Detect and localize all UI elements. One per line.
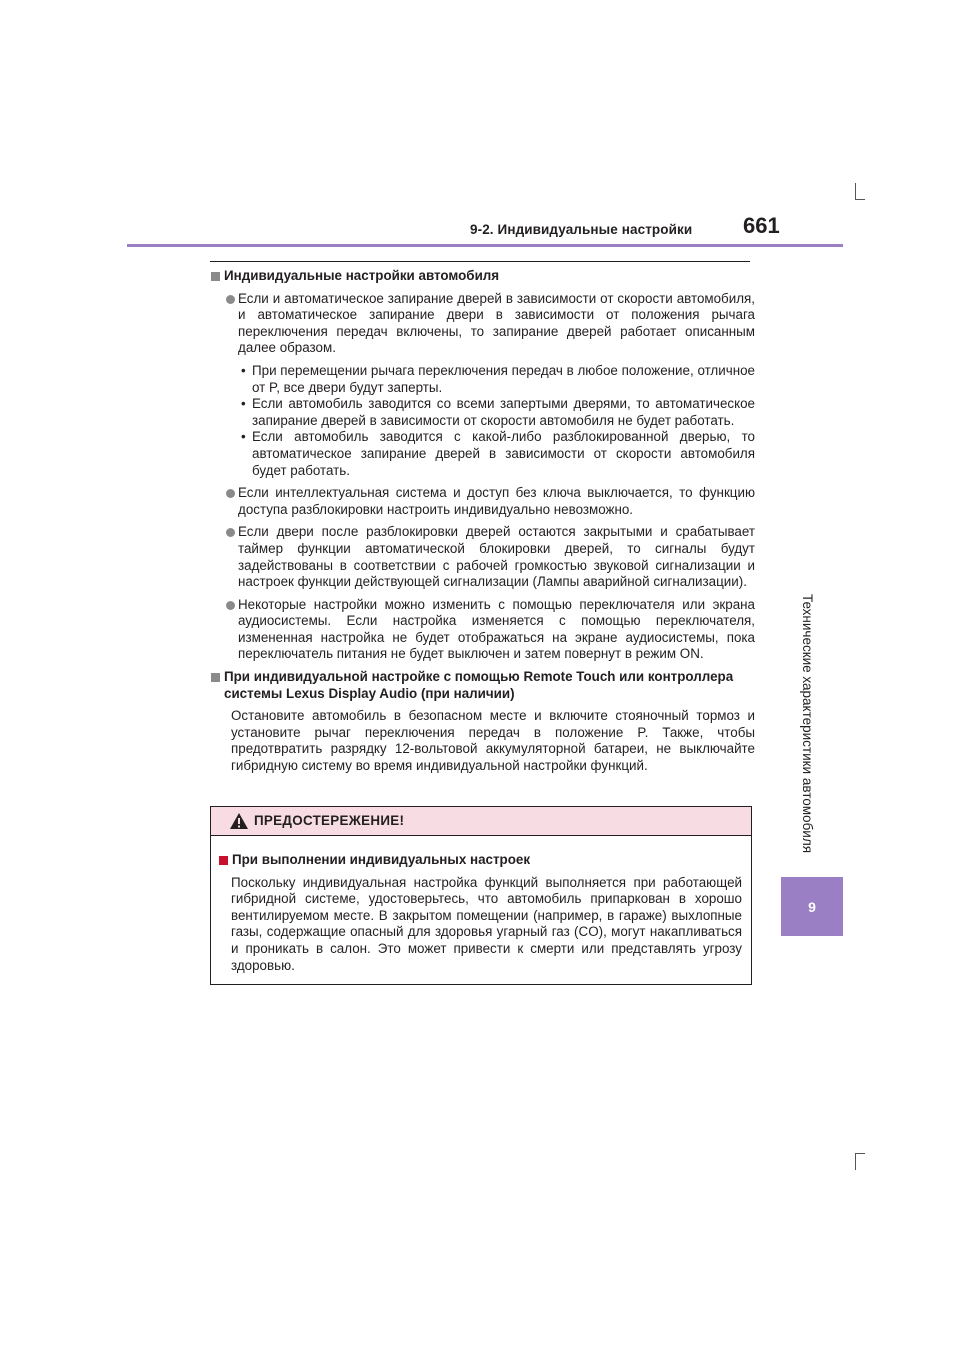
main-content [210,268,755,781]
bullet-dot-icon [226,528,235,537]
bullet-text: Некоторые настройки можно изменить с помощью переключателя или экрана аудиосистемы. Если настройка изменяется с помощью переключателя, измененная настройка не будет отображаться на экране аудиосистемы, пока переключатель питания не будет выключен и затем повернут в режим ON. [238,596,755,662]
warning-header [211,807,751,836]
warning-box [210,806,752,985]
square-marker-icon [211,272,220,281]
sub-bullet-marker: • [241,362,246,378]
page-number: 661 [743,213,780,238]
chapter-side-label [773,573,843,873]
warning-triangle-icon [229,812,249,830]
bullet-text: Если интеллектуальная система и доступ без ключа выключается, то функцию доступа разблокировки настроить индивидуально невозможно. [238,485,755,517]
section-header-title: 9-2. Индивидуальные настройки [470,222,693,237]
section-heading-vehicle-settings [210,268,755,285]
warning-title: ПРЕДОСТЕРЕЖЕНИЕ! [254,813,405,828]
bullet-dot-icon [226,601,235,610]
sub-item-text: Если автомобиль заводится со всеми запертыми дверями, то автоматическое запирание дверей в зависимости от скорости автомобиля не будет работать. [252,396,755,428]
bullet-dot-icon [226,489,235,498]
content-rule [210,261,750,262]
sub-list [210,363,755,479]
sub-list-item [210,429,755,479]
sub-list-item [210,363,755,396]
crop-mark-top-vertical [855,183,856,200]
square-marker-icon [219,856,228,865]
sub-bullet-marker: • [241,429,246,445]
square-marker-icon [211,673,220,682]
bullet-text: Если и автоматическое запирание дверей в зависимости от скорости автомобиля, и автоматическое запирание двери в зависимости от положения рычага переключения передач включены, то запирание дверей работает описанным далее образом. [238,290,755,356]
section-paragraph: Остановите автомобиль в безопасном месте и включите стояночный тормоз и установите рычаг переключения передач в положение P. Также, чтобы предотвратить разрядку 12-вольтовой аккумуляторной батареи, не выключайте гибридную систему во время индивидуальной настройки функций. [231,708,755,774]
bullet-item [210,524,755,590]
crop-mark-top-horizontal [855,199,865,200]
bullet-item [210,485,755,518]
section-heading-text: При индивидуальной настройке с помощью Remote Touch или контроллера системы Lexus Display Audio (при наличии) [224,669,734,701]
crop-mark-bottom-vertical [855,1153,856,1170]
bullet-dot-icon [226,295,235,304]
bullet-text: Если двери после разблокировки дверей остаются закрытыми и срабатывает таймер функции автоматической блокировки дверей, то сигналы будут задействованы в соответствии с рабочей громкостью звуковой сигнализации и настроек функции действующей сигнализации (Лампы аварийной сигнализации). [238,524,755,590]
chapter-title: Технические характеристики автомобиля [800,593,816,853]
warning-heading-text: При выполнении индивидуальных настроек [232,852,531,867]
section-heading-remote-touch [210,669,755,702]
bullet-item [210,597,755,663]
sub-bullet-marker: • [241,396,246,412]
chapter-tab[interactable] [781,877,843,936]
chapter-number: 9 [808,898,816,915]
bullet-item [210,291,755,357]
header-rule [127,244,843,247]
sub-item-text: При перемещении рычага переключения передач в любое положение, отличное от P, все двери будут заперты. [252,362,755,395]
warning-body [211,836,751,974]
sub-item-text: Если автомобиль заводится с какой-либо разблокированной дверью, то автоматическое запирание дверей в зависимости от скорости автомобиля будет работать. [252,429,755,478]
warning-heading [218,852,742,869]
sub-list-item [210,396,755,429]
crop-mark-bottom-horizontal [855,1153,865,1154]
warning-paragraph: Поскольку индивидуальная настройка функций выполняется при работающей гибридной системе, удостоверьтесь, что автомобиль припаркован в хорошо вентилируемом месте. В закрытом помещении (например, в гараже) выхлопные газы, содержащие опасный для здоровья угарный газ (CO), могут накапливаться и проникать в салон. Это может привести к смерти или представлять угрозу здоровью. [231,874,742,973]
section-heading-text: Индивидуальные настройки автомобиля [224,268,500,283]
